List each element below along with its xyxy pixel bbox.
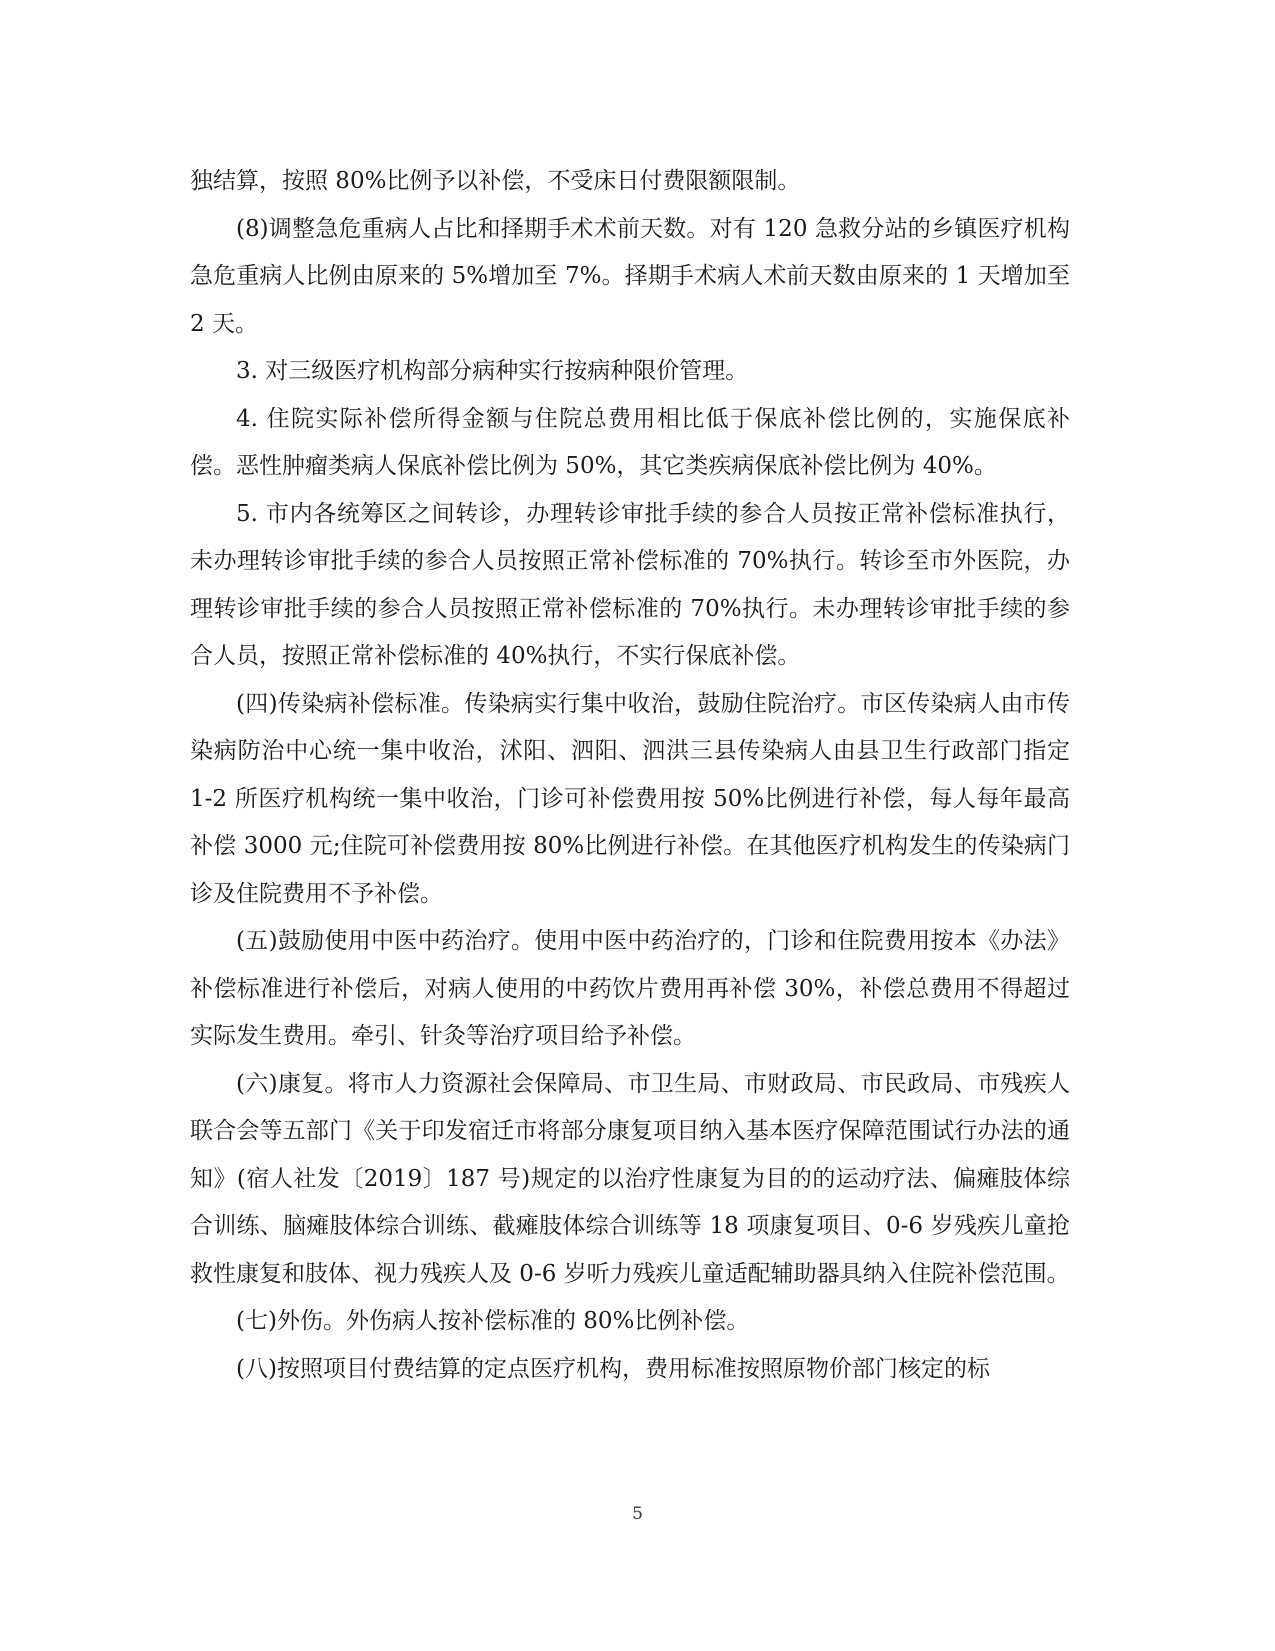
paragraph-item-3: 3. 对三级医疗机构部分病种实行按病种限价管理。 bbox=[236, 358, 749, 384]
paragraph-section-4: (四)传染病补偿标准。传染病实行集中收治，鼓励住院治疗。市区传染病人由市传染病防治中心统一集中收治，沭阳、泗阳、泗洪三县传染病人由县卫生行政部门指定 1-2 所医疗机构统一集中收治，门诊可补偿费用按 50%比例进行补偿，每人每年最高补偿 3000 元;住院可补偿费用按 80%比例进行补偿。在其他医疗机构发生的传染病门诊及住院费用不予补偿。 bbox=[190, 690, 1070, 907]
paragraph-section-8: (八)按照项目付费结算的定点医疗机构，费用标准按照原物价部门核定的标 bbox=[236, 1355, 990, 1382]
document-body bbox=[190, 158, 1070, 1393]
page-number: 5 bbox=[632, 1504, 643, 1524]
paragraph-section-6: (六)康复。将市人力资源社会保障局、市卫生局、市财政局、市民政局、市残疾人联合会等五部门《关于印发宿迁市将部分康复项目纳入基本医疗保障范围试行办法的通知》(宿人社发〔2019〕187 号)规定的以治疗性康复为目的的运动疗法、偏瘫肢体综合训练、脑瘫肢体综合训练、截瘫肢体综合训练等 18 项康复项目、0-6 岁残疾儿童抢救性康复和肢体、视力残疾人及 0-6 岁听力残疾儿童适配辅助器具纳入住院补偿范围。 bbox=[190, 1070, 1070, 1287]
paragraph-item-4: 4. 住院实际补偿所得金额与住院总费用相比低于保底补偿比例的，实施保底补偿。恶性肿瘤类病人保底补偿比例为 50%，其它类疾病保底补偿比例为 40%。 bbox=[190, 405, 1070, 479]
paragraph-section-7: (七)外伤。外伤病人按补偿标准的 80%比例补偿。 bbox=[236, 1308, 750, 1334]
paragraph-item-8: (8)调整急危重病人占比和择期手术术前天数。对有 120 急救分站的乡镇医疗机构急危重病人比例由原来的 5%增加至 7%。择期手术病人术前天数由原来的 1 天增加至 2 天。 bbox=[190, 215, 1070, 337]
paragraph-settlement-continuation: 独结算，按照 80%比例予以补偿，不受床日付费限额限制。 bbox=[190, 168, 801, 194]
paragraph-section-5: (五)鼓励使用中医中药治疗。使用中医中药治疗的，门诊和住院费用按本《办法》补偿标准进行补偿后，对病人使用的中药饮片费用再补偿 30%，补偿总费用不得超过实际发生费用。牵引、针灸等治疗项目给予补偿。 bbox=[190, 928, 1070, 1049]
paragraph-item-5: 5. 市内各统筹区之间转诊，办理转诊审批手续的参合人员按正常补偿标准执行，未办理转诊审批手续的参合人员按照正常补偿标准的 70%执行。转诊至市外医院，办理转诊审批手续的参合人员按照正常补偿标准的 70%执行。未办理转诊审批手续的参合人员，按照正常补偿标准的 40%执行，不实行保底补偿。 bbox=[190, 500, 1070, 669]
